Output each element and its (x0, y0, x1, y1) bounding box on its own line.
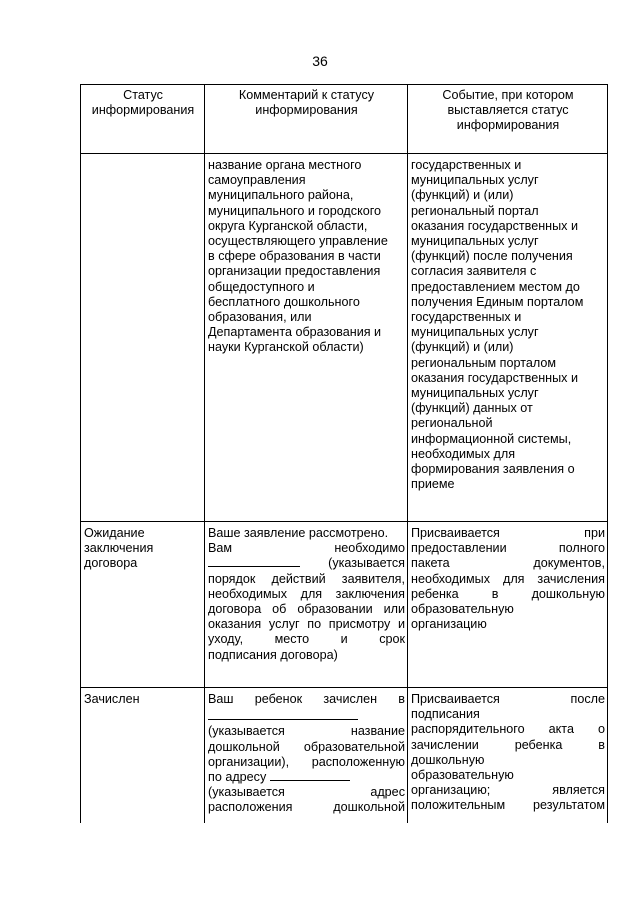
header-status (81, 85, 205, 154)
text-line: региональным порталом (411, 355, 557, 370)
text-line: самоуправления (208, 173, 306, 188)
text-line: государственных и (411, 310, 522, 325)
header-line: информирования (91, 103, 195, 118)
table-row (81, 688, 608, 824)
text-line: положительным результатом (411, 798, 605, 813)
text-line: Департамента образования и (208, 325, 382, 340)
text-line: Присваивается при (411, 526, 605, 540)
status-line: договора (84, 556, 138, 571)
text-line: образовательную (411, 768, 514, 783)
text-line: предоставлении полного (411, 541, 605, 556)
text-line: согласия заявителя с (411, 264, 537, 279)
text-line: Ваше заявление рассмотрено. (208, 526, 389, 540)
text-line: необходимых для (411, 446, 516, 461)
text-line: необходимых для зачисления (411, 571, 605, 586)
text-line: (функций) данных от (411, 401, 533, 416)
text-line: осуществляющего управление (208, 234, 388, 249)
text-line: ребенка в дошкольную (411, 586, 606, 601)
fill-in-blank (208, 556, 300, 567)
text-line: науки Курганской области) (208, 340, 364, 355)
text-line: организацию (411, 617, 487, 632)
text-line: договора об образовании или (208, 602, 405, 617)
text-line: (функций) и (или) (411, 188, 514, 203)
text-line: название органа местного (208, 158, 362, 172)
text-line: информационной системы, (411, 431, 572, 446)
header-line: Событие, при котором (442, 88, 574, 102)
table-row (81, 154, 608, 522)
text-line: оказания услуг по присмотру и (208, 617, 405, 632)
text-line: подписания договора) (208, 647, 338, 662)
header-line: Комментарий к статусу (238, 88, 375, 102)
status-cell (81, 522, 205, 688)
comment-cell (205, 688, 408, 824)
text-line: (функций) после получения (411, 249, 573, 264)
text-line: в сфере образования в части (208, 249, 381, 264)
text-line: округа Курганской области, (208, 218, 368, 233)
text-line: Вам необходимо (208, 541, 405, 556)
fill-in-blank (208, 707, 358, 720)
header-line: информирования (456, 118, 560, 133)
text-line: образования, или (208, 310, 312, 325)
text-line: организации), расположенную (208, 754, 405, 769)
text-line: распорядительного акта о (411, 722, 606, 737)
text-line: муниципальных услуг (411, 234, 539, 249)
text-line: получения Единым порталом (411, 294, 584, 309)
page-number: 36 (312, 53, 328, 69)
text-line: подписания (411, 707, 480, 722)
header-line: информирования (255, 103, 358, 118)
text-line: общедоступного и (208, 279, 315, 294)
text-line: формирования заявления о (411, 462, 575, 477)
text-line: региональной (411, 416, 493, 431)
comment-cell (205, 522, 408, 688)
status-table (80, 84, 608, 823)
text-line: необходимых для заключения (208, 586, 405, 601)
text-line: муниципальных услуг (411, 173, 539, 188)
event-cell (408, 154, 608, 522)
event-cell (408, 522, 608, 688)
text-line: образовательную (411, 602, 514, 617)
text-line: организации предоставления (208, 264, 381, 279)
event-cell (408, 688, 608, 824)
text-line: (функций) и (или) (411, 340, 514, 355)
text-line: дошкольную (411, 752, 485, 767)
text-line: организацию; является (411, 783, 605, 798)
text-line: расположения дошкольной (208, 800, 405, 815)
text-line: порядок действий заявителя, (208, 571, 405, 586)
fill-in-blank (270, 770, 350, 781)
text-line: дошкольной образовательной (208, 739, 405, 754)
text-line: (указывается название (208, 724, 405, 739)
comment-cell (205, 154, 408, 522)
text-line: пакета документов, (411, 556, 605, 571)
header-line: выставляется статус (447, 103, 569, 118)
header-event (408, 85, 608, 154)
status-line: заключения (84, 541, 154, 556)
text-line: бесплатного дошкольного (208, 294, 360, 309)
text-line: оказания государственных и (411, 218, 579, 233)
text-line: (указывается адрес (208, 785, 405, 800)
text-line: Ваш ребенок зачислен в (208, 692, 405, 706)
text-line: оказания государственных и (411, 370, 579, 385)
text-line: зачислении ребенка в (411, 737, 605, 752)
table-header-row (81, 85, 608, 154)
header-comment (205, 85, 408, 154)
text-line: (указывается (208, 556, 405, 571)
text-line: муниципальных услуг (411, 325, 539, 340)
text-line: муниципального и городского (208, 203, 382, 218)
text-line: муниципального района, (208, 188, 354, 203)
header-line: Статус (123, 88, 163, 102)
status-cell (81, 154, 205, 522)
text-line: государственных и (411, 158, 522, 172)
status-cell: Зачислен (81, 688, 205, 824)
text-line: предоставлением местом до (411, 279, 580, 294)
text-line: муниципальных услуг (411, 386, 539, 401)
status-line: Ожидание (84, 526, 145, 540)
text-line (208, 707, 405, 724)
text-line: по адресу (208, 770, 405, 785)
text-line: приеме (411, 477, 455, 492)
text-line: Присваивается после (411, 692, 605, 706)
table-row (81, 522, 608, 688)
text-line: уходу, место и срок (208, 632, 406, 647)
text-line: региональный портал (411, 203, 539, 218)
